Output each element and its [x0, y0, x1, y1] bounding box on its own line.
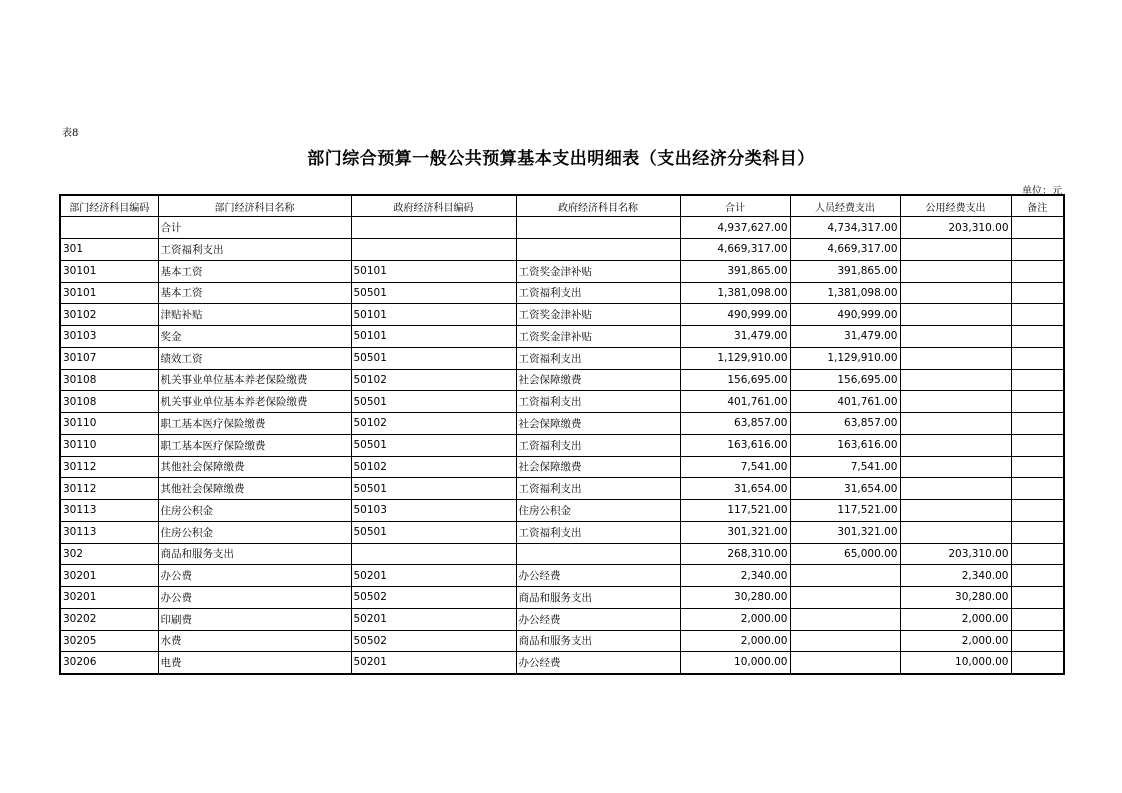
cell-gov-code — [351, 543, 516, 565]
unit-label: 单位：元 — [1022, 186, 1062, 197]
cell-dept-code: 30113 — [60, 521, 158, 543]
cell-dept-code: 30108 — [60, 369, 158, 391]
cell-note — [1011, 369, 1064, 391]
cell-note — [1011, 478, 1064, 500]
cell-note — [1011, 652, 1064, 674]
cell-public: 2,000.00 — [900, 630, 1011, 652]
column-header-dept-name: 部门经济科目名称 — [158, 195, 351, 217]
cell-total: 30,280.00 — [680, 587, 790, 609]
cell-note — [1011, 282, 1064, 304]
cell-note — [1011, 543, 1064, 565]
cell-gov-code: 50201 — [351, 652, 516, 674]
cell-gov-name: 工资福利支出 — [516, 521, 680, 543]
cell-total: 301,321.00 — [680, 521, 790, 543]
cell-dept-name: 印刷费 — [158, 608, 351, 630]
cell-dept-name: 其他社会保障缴费 — [158, 456, 351, 478]
cell-gov-code: 50501 — [351, 478, 516, 500]
cell-gov-name: 工资奖金津补贴 — [516, 260, 680, 282]
cell-public — [900, 369, 1011, 391]
cell-dept-code — [60, 217, 158, 239]
cell-public — [900, 304, 1011, 326]
cell-gov-name: 工资福利支出 — [516, 478, 680, 500]
cell-gov-code: 50501 — [351, 391, 516, 413]
cell-dept-code: 30205 — [60, 630, 158, 652]
cell-personnel: 7,541.00 — [790, 456, 900, 478]
column-header-personnel: 人员经费支出 — [790, 195, 900, 217]
table-row — [60, 304, 1064, 326]
column-header-note: 备注 — [1011, 195, 1064, 217]
cell-total: 268,310.00 — [680, 543, 790, 565]
cell-dept-code: 30102 — [60, 304, 158, 326]
table-row — [60, 413, 1064, 435]
cell-note — [1011, 587, 1064, 609]
cell-note — [1011, 630, 1064, 652]
cell-gov-name: 社会保障缴费 — [516, 413, 680, 435]
cell-dept-name: 办公费 — [158, 565, 351, 587]
cell-personnel: 4,734,317.00 — [790, 217, 900, 239]
table-row — [60, 630, 1064, 652]
cell-note — [1011, 260, 1064, 282]
cell-gov-code — [351, 239, 516, 261]
cell-personnel — [790, 565, 900, 587]
cell-note — [1011, 304, 1064, 326]
cell-dept-name: 基本工资 — [158, 260, 351, 282]
cell-personnel — [790, 608, 900, 630]
cell-dept-code: 30112 — [60, 456, 158, 478]
cell-total: 31,654.00 — [680, 478, 790, 500]
cell-dept-code: 30101 — [60, 282, 158, 304]
table-row — [60, 260, 1064, 282]
cell-dept-code: 30206 — [60, 652, 158, 674]
table-row — [60, 608, 1064, 630]
table-row — [60, 434, 1064, 456]
cell-dept-code: 30110 — [60, 413, 158, 435]
cell-dept-name: 商品和服务支出 — [158, 543, 351, 565]
cell-personnel: 31,654.00 — [790, 478, 900, 500]
cell-gov-code: 50102 — [351, 413, 516, 435]
cell-total: 10,000.00 — [680, 652, 790, 674]
cell-public — [900, 478, 1011, 500]
cell-dept-code: 30113 — [60, 500, 158, 522]
table-row — [60, 391, 1064, 413]
page-title: 部门综合预算一般公共预算基本支出明细表（支出经济分类科目） — [307, 149, 815, 169]
cell-gov-code: 50103 — [351, 500, 516, 522]
cell-personnel: 401,761.00 — [790, 391, 900, 413]
cell-gov-name: 工资奖金津补贴 — [516, 304, 680, 326]
cell-gov-code: 50501 — [351, 347, 516, 369]
cell-dept-name: 基本工资 — [158, 282, 351, 304]
table-row — [60, 543, 1064, 565]
cell-gov-name: 社会保障缴费 — [516, 456, 680, 478]
table-row — [60, 565, 1064, 587]
cell-dept-name: 职工基本医疗保险缴费 — [158, 413, 351, 435]
cell-gov-name: 办公经费 — [516, 608, 680, 630]
cell-gov-name: 住房公积金 — [516, 500, 680, 522]
cell-total: 4,937,627.00 — [680, 217, 790, 239]
cell-public: 2,000.00 — [900, 608, 1011, 630]
table-row — [60, 456, 1064, 478]
cell-gov-code: 50201 — [351, 565, 516, 587]
cell-gov-name: 商品和服务支出 — [516, 587, 680, 609]
cell-note — [1011, 347, 1064, 369]
column-header-dept-code: 部门经济科目编码 — [60, 195, 158, 217]
table-row — [60, 326, 1064, 348]
cell-personnel: 63,857.00 — [790, 413, 900, 435]
cell-gov-name: 办公经费 — [516, 565, 680, 587]
table-row — [60, 282, 1064, 304]
cell-total: 31,479.00 — [680, 326, 790, 348]
column-header-gov-name: 政府经济科目名称 — [516, 195, 680, 217]
cell-total: 2,340.00 — [680, 565, 790, 587]
cell-gov-code: 50501 — [351, 282, 516, 304]
cell-note — [1011, 326, 1064, 348]
cell-dept-name: 办公费 — [158, 587, 351, 609]
cell-total: 401,761.00 — [680, 391, 790, 413]
cell-personnel: 117,521.00 — [790, 500, 900, 522]
cell-public — [900, 521, 1011, 543]
table-body — [60, 217, 1064, 674]
cell-total: 156,695.00 — [680, 369, 790, 391]
cell-personnel: 156,695.00 — [790, 369, 900, 391]
cell-dept-code: 30112 — [60, 478, 158, 500]
table-row — [60, 587, 1064, 609]
cell-personnel — [790, 652, 900, 674]
cell-gov-name — [516, 543, 680, 565]
cell-total: 117,521.00 — [680, 500, 790, 522]
cell-dept-name: 奖金 — [158, 326, 351, 348]
cell-public: 30,280.00 — [900, 587, 1011, 609]
cell-dept-name: 住房公积金 — [158, 521, 351, 543]
cell-total: 490,999.00 — [680, 304, 790, 326]
cell-public — [900, 282, 1011, 304]
cell-gov-name: 办公经费 — [516, 652, 680, 674]
expenditure-detail-table — [59, 194, 1065, 675]
cell-personnel: 1,129,910.00 — [790, 347, 900, 369]
cell-public: 203,310.00 — [900, 217, 1011, 239]
cell-gov-name: 商品和服务支出 — [516, 630, 680, 652]
table-row — [60, 239, 1064, 261]
cell-gov-name: 工资福利支出 — [516, 434, 680, 456]
table-row — [60, 347, 1064, 369]
cell-dept-name: 水费 — [158, 630, 351, 652]
cell-note — [1011, 413, 1064, 435]
cell-public — [900, 391, 1011, 413]
cell-dept-code: 302 — [60, 543, 158, 565]
cell-note — [1011, 456, 1064, 478]
cell-public: 2,340.00 — [900, 565, 1011, 587]
cell-personnel: 490,999.00 — [790, 304, 900, 326]
cell-public — [900, 456, 1011, 478]
table-number-label: 表8 — [62, 128, 79, 139]
cell-dept-code: 30110 — [60, 434, 158, 456]
cell-gov-code: 50102 — [351, 369, 516, 391]
cell-dept-name: 绩效工资 — [158, 347, 351, 369]
cell-dept-name: 机关事业单位基本养老保险缴费 — [158, 369, 351, 391]
cell-dept-name: 机关事业单位基本养老保险缴费 — [158, 391, 351, 413]
cell-public — [900, 326, 1011, 348]
column-header-public: 公用经费支出 — [900, 195, 1011, 217]
cell-dept-code: 30107 — [60, 347, 158, 369]
cell-gov-code: 50501 — [351, 521, 516, 543]
table-row — [60, 500, 1064, 522]
table-row — [60, 369, 1064, 391]
cell-gov-code: 50101 — [351, 260, 516, 282]
cell-total: 7,541.00 — [680, 456, 790, 478]
cell-gov-code: 50101 — [351, 304, 516, 326]
cell-gov-code: 50502 — [351, 630, 516, 652]
cell-dept-code: 30103 — [60, 326, 158, 348]
cell-dept-name: 合计 — [158, 217, 351, 239]
cell-total: 2,000.00 — [680, 630, 790, 652]
cell-note — [1011, 434, 1064, 456]
cell-gov-name — [516, 217, 680, 239]
table-row — [60, 652, 1064, 674]
cell-total: 63,857.00 — [680, 413, 790, 435]
cell-public — [900, 239, 1011, 261]
cell-note — [1011, 217, 1064, 239]
cell-dept-name: 工资福利支出 — [158, 239, 351, 261]
cell-personnel — [790, 587, 900, 609]
cell-public — [900, 260, 1011, 282]
cell-personnel: 31,479.00 — [790, 326, 900, 348]
table-row — [60, 478, 1064, 500]
cell-personnel: 391,865.00 — [790, 260, 900, 282]
cell-total: 4,669,317.00 — [680, 239, 790, 261]
cell-personnel — [790, 630, 900, 652]
cell-note — [1011, 565, 1064, 587]
cell-personnel: 163,616.00 — [790, 434, 900, 456]
cell-dept-name: 津贴补贴 — [158, 304, 351, 326]
cell-dept-code: 30108 — [60, 391, 158, 413]
cell-note — [1011, 500, 1064, 522]
cell-gov-code: 50102 — [351, 456, 516, 478]
cell-gov-name: 社会保障缴费 — [516, 369, 680, 391]
cell-total: 163,616.00 — [680, 434, 790, 456]
cell-personnel: 4,669,317.00 — [790, 239, 900, 261]
cell-dept-code: 30101 — [60, 260, 158, 282]
cell-note — [1011, 391, 1064, 413]
cell-dept-name: 职工基本医疗保险缴费 — [158, 434, 351, 456]
cell-public: 10,000.00 — [900, 652, 1011, 674]
cell-dept-code: 301 — [60, 239, 158, 261]
cell-gov-code — [351, 217, 516, 239]
cell-dept-name: 其他社会保障缴费 — [158, 478, 351, 500]
cell-gov-code: 50201 — [351, 608, 516, 630]
cell-dept-code: 30201 — [60, 587, 158, 609]
table-row — [60, 521, 1064, 543]
cell-gov-code: 50502 — [351, 587, 516, 609]
cell-note — [1011, 521, 1064, 543]
cell-dept-code: 30202 — [60, 608, 158, 630]
cell-note — [1011, 239, 1064, 261]
cell-gov-name: 工资福利支出 — [516, 282, 680, 304]
cell-gov-code: 50501 — [351, 434, 516, 456]
cell-total: 391,865.00 — [680, 260, 790, 282]
cell-public — [900, 500, 1011, 522]
column-header-gov-code: 政府经济科目编码 — [351, 195, 516, 217]
cell-gov-name: 工资福利支出 — [516, 347, 680, 369]
cell-gov-name: 工资奖金津补贴 — [516, 326, 680, 348]
cell-personnel: 65,000.00 — [790, 543, 900, 565]
cell-dept-code: 30201 — [60, 565, 158, 587]
cell-total: 2,000.00 — [680, 608, 790, 630]
cell-personnel: 301,321.00 — [790, 521, 900, 543]
cell-note — [1011, 608, 1064, 630]
cell-dept-name: 电费 — [158, 652, 351, 674]
cell-gov-code: 50101 — [351, 326, 516, 348]
cell-total: 1,381,098.00 — [680, 282, 790, 304]
table-header-row — [60, 195, 1064, 217]
cell-public — [900, 434, 1011, 456]
cell-public — [900, 413, 1011, 435]
cell-gov-name — [516, 239, 680, 261]
cell-total: 1,129,910.00 — [680, 347, 790, 369]
column-header-total: 合计 — [680, 195, 790, 217]
cell-gov-name: 工资福利支出 — [516, 391, 680, 413]
cell-dept-name: 住房公积金 — [158, 500, 351, 522]
cell-public: 203,310.00 — [900, 543, 1011, 565]
table-row — [60, 217, 1064, 239]
cell-personnel: 1,381,098.00 — [790, 282, 900, 304]
cell-public — [900, 347, 1011, 369]
